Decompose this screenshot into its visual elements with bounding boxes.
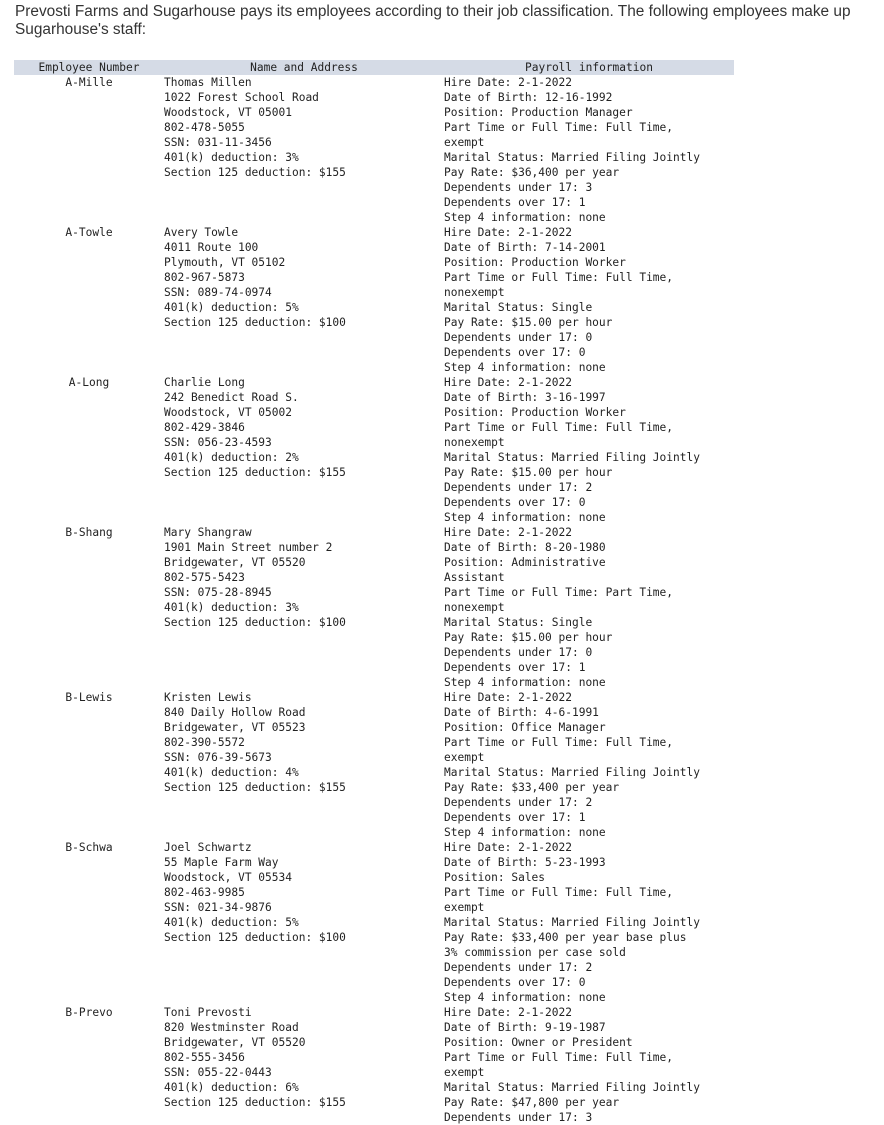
payroll-line: Dependents over 17: 1 — [444, 811, 586, 824]
address-line: Section 125 deduction: $155 — [164, 1096, 346, 1109]
payroll-line: Pay Rate: $15.00 per hour — [444, 466, 613, 479]
payroll-line: Pay Rate: $15.00 per hour — [444, 316, 613, 329]
employee-number: B-Prevo — [65, 1006, 113, 1019]
table-header — [14, 60, 734, 75]
employee-number-cell — [14, 840, 164, 1005]
payroll-line: Hire Date: 2-1-2022 — [444, 526, 572, 539]
payroll-cell — [444, 690, 734, 840]
address-line: SSN: 076-39-5673 — [164, 751, 272, 764]
payroll-line: Date of Birth: 12-16-1992 — [444, 91, 613, 104]
address-line: Mary Shangraw — [164, 526, 252, 539]
payroll-cell — [444, 525, 734, 690]
employee-number: B-Lewis — [65, 691, 113, 704]
table-row — [14, 1005, 734, 1125]
address-line: 242 Benedict Road S. — [164, 391, 299, 404]
name-address-cell — [164, 375, 444, 525]
header-payroll: Payroll information — [525, 61, 653, 74]
address-line: 55 Maple Farm Way — [164, 856, 279, 869]
header-employee-number: Employee Number — [38, 61, 140, 74]
employee-number-cell — [14, 225, 164, 375]
address-line: 802-967-5873 — [164, 271, 245, 284]
table-row — [14, 525, 734, 690]
address-line: 802-463-9985 — [164, 886, 245, 899]
address-line: 840 Daily Hollow Road — [164, 706, 306, 719]
employee-number-cell — [14, 1005, 164, 1125]
payroll-line: Position: Sales — [444, 871, 546, 884]
address-line: Avery Towle — [164, 226, 239, 239]
address-line: Plymouth, VT 05102 — [164, 256, 286, 269]
payroll-line: Marital Status: Single — [444, 301, 593, 314]
payroll-line: nonexempt — [444, 286, 505, 299]
address-line: 1022 Forest School Road — [164, 91, 319, 104]
payroll-line: Pay Rate: $33,400 per year — [444, 781, 620, 794]
payroll-line: Part Time or Full Time: Part Time, — [444, 586, 674, 599]
payroll-line: Pay Rate: $47,800 per year — [444, 1096, 620, 1109]
address-line: 802-478-5055 — [164, 121, 245, 134]
address-line: SSN: 089-74-0974 — [164, 286, 272, 299]
address-line: Bridgewater, VT 05523 — [164, 721, 306, 734]
payroll-line: Marital Status: Married Filing Jointly — [444, 151, 700, 164]
address-line: Woodstock, VT 05534 — [164, 871, 292, 884]
payroll-line: Date of Birth: 7-14-2001 — [444, 241, 606, 254]
address-line: 802-390-5572 — [164, 736, 245, 749]
address-line: Section 125 deduction: $100 — [164, 316, 346, 329]
payroll-line: Dependents under 17: 2 — [444, 796, 593, 809]
payroll-line: Hire Date: 2-1-2022 — [444, 376, 572, 389]
address-line: 401(k) deduction: 2% — [164, 451, 299, 464]
payroll-line: exempt — [444, 751, 485, 764]
payroll-line: Part Time or Full Time: Full Time, — [444, 271, 674, 284]
address-line: Section 125 deduction: $100 — [164, 616, 346, 629]
address-line: 802-555-3456 — [164, 1051, 245, 1064]
intro-paragraph: Prevosti Farms and Sugarhouse pays its employees according to their job classification. The following employees make up Sugarhouse's staff: — [15, 3, 851, 38]
payroll-line: Step 4 information: none — [444, 826, 606, 839]
address-line: Section 125 deduction: $155 — [164, 781, 346, 794]
payroll-line: Date of Birth: 8-20-1980 — [444, 541, 606, 554]
employee-number: B-Shang — [65, 526, 113, 539]
payroll-line: Dependents over 17: 1 — [444, 661, 586, 674]
payroll-line: Dependents over 17: 0 — [444, 346, 586, 359]
payroll-line: Pay Rate: $33,400 per year base plus — [444, 931, 687, 944]
payroll-cell — [444, 75, 734, 225]
payroll-line: Dependents under 17: 3 — [444, 1111, 593, 1124]
employee-number-cell — [14, 525, 164, 690]
address-line: 401(k) deduction: 5% — [164, 301, 299, 314]
payroll-line: Dependents under 17: 3 — [444, 181, 593, 194]
address-line: SSN: 075-28-8945 — [164, 586, 272, 599]
address-line: Joel Schwartz — [164, 841, 252, 854]
payroll-line: Hire Date: 2-1-2022 — [444, 841, 572, 854]
payroll-cell — [444, 375, 734, 525]
payroll-line: Marital Status: Married Filing Jointly — [444, 451, 700, 464]
payroll-line: nonexempt — [444, 436, 505, 449]
payroll-line: Step 4 information: none — [444, 361, 606, 374]
address-line: 1901 Main Street number 2 — [164, 541, 333, 554]
address-line: SSN: 056-23-4593 — [164, 436, 272, 449]
address-line: Woodstock, VT 05002 — [164, 406, 292, 419]
employee-number-cell — [14, 690, 164, 840]
address-line: 4011 Route 100 — [164, 241, 259, 254]
payroll-line: Part Time or Full Time: Full Time, — [444, 1051, 674, 1064]
table-row — [14, 375, 734, 525]
table-row — [14, 225, 734, 375]
address-line: 401(k) deduction: 5% — [164, 916, 299, 929]
payroll-line: Hire Date: 2-1-2022 — [444, 226, 572, 239]
payroll-line: Step 4 information: none — [444, 676, 606, 689]
payroll-cell — [444, 840, 734, 1005]
payroll-line: Step 4 information: none — [444, 991, 606, 1004]
address-line: 401(k) deduction: 3% — [164, 151, 299, 164]
header-name-address: Name and Address — [250, 61, 358, 74]
payroll-line: Date of Birth: 5-23-1993 — [444, 856, 606, 869]
table-body — [14, 75, 734, 1125]
employee-number: B-Schwa — [65, 841, 113, 854]
payroll-line: Part Time or Full Time: Full Time, — [444, 736, 674, 749]
payroll-line: 3% commission per case sold — [444, 946, 626, 959]
address-line: Section 125 deduction: $155 — [164, 166, 346, 179]
payroll-line: Dependents under 17: 2 — [444, 481, 593, 494]
payroll-cell — [444, 225, 734, 375]
payroll-line: Date of Birth: 4-6-1991 — [444, 706, 599, 719]
payroll-line: Step 4 information: none — [444, 211, 606, 224]
address-line: Bridgewater, VT 05520 — [164, 556, 306, 569]
payroll-line: Marital Status: Single — [444, 616, 593, 629]
address-line: 401(k) deduction: 6% — [164, 1081, 299, 1094]
payroll-line: Position: Production Worker — [444, 256, 626, 269]
name-address-cell — [164, 525, 444, 690]
payroll-line: Assistant — [444, 571, 505, 584]
payroll-line: Dependents under 17: 0 — [444, 646, 593, 659]
payroll-line: Dependents under 17: 2 — [444, 961, 593, 974]
address-line: Section 125 deduction: $100 — [164, 931, 346, 944]
payroll-line: Position: Office Manager — [444, 721, 606, 734]
payroll-line: Dependents over 17: 0 — [444, 496, 586, 509]
address-line: 820 Westminster Road — [164, 1021, 299, 1034]
payroll-line: Dependents under 17: 0 — [444, 331, 593, 344]
payroll-line: Pay Rate: $36,400 per year — [444, 166, 620, 179]
employee-number: A-Mille — [65, 76, 113, 89]
payroll-line: Position: Production Manager — [444, 106, 633, 119]
payroll-line: Part Time or Full Time: Full Time, — [444, 886, 674, 899]
employee-number-cell — [14, 75, 164, 225]
address-line: 401(k) deduction: 4% — [164, 766, 299, 779]
payroll-line: Hire Date: 2-1-2022 — [444, 1006, 572, 1019]
address-line: Bridgewater, VT 05520 — [164, 1036, 306, 1049]
employee-number: A-Towle — [65, 226, 113, 239]
payroll-line: exempt — [444, 1066, 485, 1079]
payroll-line: Date of Birth: 9-19-1987 — [444, 1021, 606, 1034]
name-address-cell — [164, 840, 444, 1005]
payroll-line: Pay Rate: $15.00 per hour — [444, 631, 613, 644]
employee-number-cell — [14, 375, 164, 525]
name-address-cell — [164, 75, 444, 225]
payroll-line: Part Time or Full Time: Full Time, — [444, 421, 674, 434]
payroll-line: Hire Date: 2-1-2022 — [444, 76, 572, 89]
name-address-cell — [164, 1005, 444, 1125]
address-line: SSN: 031-11-3456 — [164, 136, 272, 149]
address-line: SSN: 055-22-0443 — [164, 1066, 272, 1079]
payroll-line: Position: Administrative — [444, 556, 606, 569]
payroll-line: Step 4 information: none — [444, 511, 606, 524]
payroll-line: Date of Birth: 3-16-1997 — [444, 391, 606, 404]
payroll-line: Marital Status: Married Filing Jointly — [444, 916, 700, 929]
address-line: Charlie Long — [164, 376, 245, 389]
address-line: 401(k) deduction: 3% — [164, 601, 299, 614]
employee-number: A-Long — [68, 376, 110, 389]
payroll-line: Dependents over 17: 1 — [444, 196, 586, 209]
payroll-line: exempt — [444, 136, 485, 149]
employee-table — [14, 60, 734, 1125]
table-row — [14, 75, 734, 225]
payroll-cell — [444, 1005, 734, 1125]
address-line: Woodstock, VT 05001 — [164, 106, 292, 119]
address-line: 802-575-5423 — [164, 571, 245, 584]
address-line: Toni Prevosti — [164, 1006, 252, 1019]
payroll-line: Part Time or Full Time: Full Time, — [444, 121, 674, 134]
address-line: Thomas Millen — [164, 76, 252, 89]
name-address-cell — [164, 225, 444, 375]
payroll-line: Marital Status: Married Filing Jointly — [444, 1081, 700, 1094]
name-address-cell — [164, 690, 444, 840]
address-line: Kristen Lewis — [164, 691, 252, 704]
payroll-line: exempt — [444, 901, 485, 914]
payroll-line: Dependents over 17: 0 — [444, 976, 586, 989]
table-row — [14, 690, 734, 840]
table-row — [14, 840, 734, 1005]
payroll-line: Hire Date: 2-1-2022 — [444, 691, 572, 704]
payroll-line: Position: Owner or President — [444, 1036, 633, 1049]
address-line: 802-429-3846 — [164, 421, 245, 434]
payroll-line: Position: Production Worker — [444, 406, 626, 419]
payroll-line: Marital Status: Married Filing Jointly — [444, 766, 700, 779]
address-line: SSN: 021-34-9876 — [164, 901, 272, 914]
address-line: Section 125 deduction: $155 — [164, 466, 346, 479]
payroll-line: nonexempt — [444, 601, 505, 614]
